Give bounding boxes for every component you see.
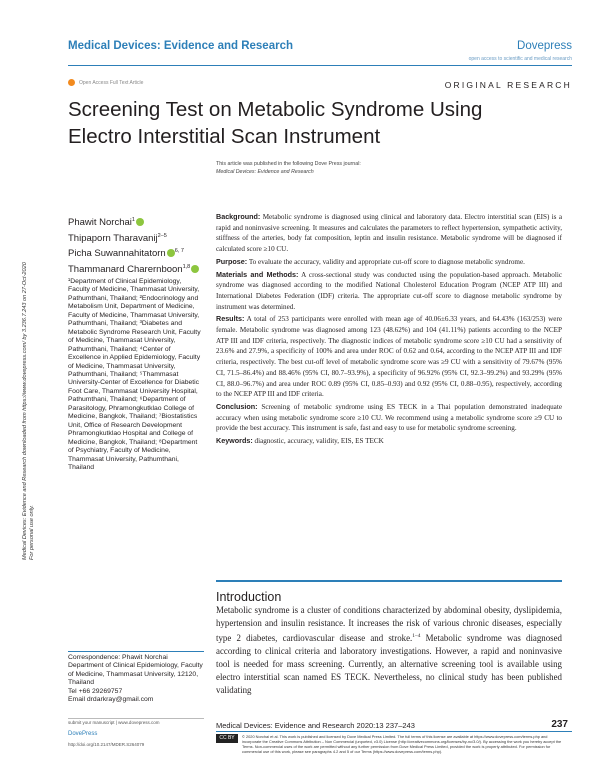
page-number: 237 [551, 719, 568, 730]
abstract-conclusion-label: Conclusion: [216, 401, 258, 411]
abstract-conclusion-text: Screening of metabolic syndrome using ES TECK in a Thai population demonstrated inadequate accuracy when using metabolic syndrome score ≥10 CU. We recommend using a metabolic syndrome score ≥9 CU to provide the best accuracy. This instrument is safe, fast and easy to use for metabolic syndrome screening. [216, 402, 562, 433]
correspondence-rule [68, 651, 204, 652]
abstract-background-text: Metabolic syndrome is diagnosed using clinical and laboratory data. Electro interstitial scan (EIS) is a rapid and noninvasive screening. It measures and calculates the parameters to reflect hypertension, sympathetic activity, stiffness of the arteries, body fat composition, leptin and insulin resistance. Metabolic syndrome will be diagnosed if calculated score ≥10 CU. [216, 213, 562, 254]
orcid-icon[interactable] [136, 218, 144, 226]
abstract-keywords-label: Keywords: [216, 436, 253, 446]
orcid-icon[interactable] [167, 249, 175, 257]
abstract-results [216, 314, 562, 400]
creative-commons-icon[interactable]: CC BY NC [216, 734, 238, 743]
author [68, 214, 199, 230]
doi-link[interactable]: http://doi.org/10.2147/MDER.S264079 [68, 742, 145, 747]
introduction-paragraph: Metabolic syndrome is a cluster of conditions characterized by abdominal obesity, dyslipidemia, hypertension and insulin resistance. It increases the risk of various chronic diseases, especially type 2 diabetes, cardiovascular disease and stroke. [216, 605, 562, 643]
author-affiliation-ref: 1,8 [182, 263, 191, 270]
abstract-methods-text: A cross-sectional study was conducted using the population-based approach. Metabolic syndrome was diagnosed according to the modified National Cholesterol Education Program (NCEP ATP III) and International Diabetes Federation (IDF) criteria. The appropriate cut-off score to diagnose metabolic syndrome by instrument was determined. [216, 270, 562, 311]
open-access-icon [68, 79, 75, 86]
introduction-text [216, 604, 562, 697]
publisher-logo[interactable]: Dovepress [517, 40, 572, 52]
footer-rule-right [216, 731, 572, 732]
correspondence-author: Correspondence: Phawit Norchai [68, 654, 168, 661]
article-type: ORIGINAL RESEARCH [444, 80, 572, 90]
abstract-keywords [216, 436, 562, 447]
introduction-heading: Introduction [216, 590, 282, 604]
abstract-purpose-label: Purpose: [216, 256, 248, 266]
abstract-purpose [216, 257, 562, 268]
abstract-rule [216, 580, 562, 582]
footer-rule-left [68, 718, 204, 719]
citation-link[interactable]: 1–4 [412, 633, 421, 639]
abstract-methods [216, 270, 562, 313]
abstract-background-label: Background: [216, 212, 261, 221]
author [68, 261, 199, 277]
publication-note-line2: Medical Devices: Evidence and Research [216, 169, 314, 175]
license [216, 734, 566, 754]
abstract-results-text: A total of 253 participants were enrolled with mean age of 40.06±6.33 years, and 64.43% (163/253) were female. Metabolic syndrome was diagnosed among 123 (48.62%) and 104 (41.11%) patients according to the NCEP ATP III and IDF criteria, respectively. The diagnostic indices of metabolic syndrome score ≥10 CU had a sensitivity of 23.6% and 27.9%, a specificity of 100% and area under ROC of 0.62 and 0.64, according to the NCEP ATP III and IDF criteria, respectively. The best cut-off level of metabolic syndrome score was ≥9 CU with a sensitivity of 79.67% (95% CI, 71.5–86.4%) and 88.46% (95% CI, 80.7–93.9%), a specificity of 96.92% (95% CI, 92.3–99.2%) and 93.29% (95% CI, 88.0–96.7%) and area under ROC 0.89 (95% CI, 0.85–0.93) and 0.92 (95% CI, 0.88–0.95), respectively, according to the NCEP ATP III and IDF criteria. [216, 315, 562, 399]
header-rule [68, 65, 572, 66]
open-access-label [68, 79, 143, 86]
correspondence [68, 654, 208, 705]
dovepress-logo[interactable]: DovePress [68, 731, 98, 737]
correspondence-address: Department of Clinical Epidemiology, Faculty of Medicine, Thammasat University, 12120, Thailand [68, 662, 203, 687]
author-name: Thipaporn Tharavanij [68, 232, 158, 244]
correspondence-tel: Tel +66 29269757 [68, 687, 123, 695]
author [68, 245, 199, 261]
abstract-keywords-text: diagnostic, accuracy, validity, EIS, ES TECK [254, 437, 384, 446]
abstract-background [216, 212, 562, 255]
abstract-results-label: Results: [216, 314, 245, 324]
correspondence-email[interactable]: Email drdarkray@gmail.com [68, 696, 154, 704]
download-watermark-line1: Medical Devices: Evidence and Research downloaded from https://www.dovepress.com/ by 3.236.7.243 on 27-Oct-2020 [22, 262, 28, 560]
abstract-conclusion [216, 402, 562, 434]
abstract-methods-label: Materials and Methods: [216, 269, 299, 279]
open-access-text: Open Access Full Text Article [79, 79, 144, 86]
journal-name: Medical Devices: Evidence and Research [68, 40, 293, 52]
publication-note [216, 160, 361, 176]
author-name: Thammanard Charernboon [68, 263, 183, 275]
author-list [68, 214, 199, 276]
article-title: Screening Test on Metabolic Syndrome Using Electro Interstitial Scan Instrument [68, 98, 483, 148]
download-watermark-line2: For personal use only. [29, 505, 35, 560]
license-text: © 2020 Norchai et al. This work is published and licensed by Dove Medical Press Limited. The full terms of this license are available at https://www.dovepress.com/terms.php and incorporate the Creative Commons Attribution – Non Commercial (unported, v3.0) License (http://creativecommons.org/licenses/by-nc/3.0/). By accessing the work you hereby accept the Terms. Non-commercial uses of the work are permitted without any further permission from Dove Medical Press Limited, provided the work is properly attributed. For permission for commercial use of this work, please see paragraphs 4.2 and 5 of our Terms (https://www.dovepress.com/terms.php). [242, 734, 562, 755]
author-affiliation-ref: 6, 7 [174, 248, 184, 255]
abstract-purpose-text: To evaluate the accuracy, validity and appropriate cut-off score to diagnose metabolic syndrome. [248, 257, 525, 266]
introduction-paragraph: Metabolic syndrome was diagnosed according to clinical criteria and laboratory investigations. However, a rapid and noninvasive tool is needed for mass screening. Currently, an alternative screening tool is available using electro interstitial scan named ES TECK. Nevertheless, no clinical study has been published validating [216, 632, 562, 695]
abstract [216, 212, 562, 449]
author [68, 230, 199, 246]
orcid-icon[interactable] [191, 265, 199, 273]
submit-link[interactable]: submit your manuscript | www.dovepress.com [68, 720, 160, 725]
affiliations: ¹Department of Clinical Epidemiology, Faculty of Medicine, Thammasat University, Pathumthani, Thailand; ²Endocrinology and Metabolism Unit, Department of Medicine, Faculty of Medicine, Thammasat University, Pathumthani, Thailand; ³Diabetes and Metabolic Syndrome Research Unit, Faculty of Medicine, Thammasat University, Pathumthani, Thailand; ⁴Center of Excellence in Applied Epidemiology, Faculty of Medicine, Thammasat University, Pathumthani, Thailand; ⁵Thammasat University-Center of Excellence for Diabetic Foot Care, Thammasat University Hospital, Pathumthani, Thailand; ⁶Department of Parasitology, Phramongkutklao College of Medicine, Bangkok, Thailand; ⁷Biostatistics Unit, Office of Research Development Phramongkutklao Hospital and College of Medicine, Bangkok, Thailand; ⁸Department of Psychiatry, Faculty of Medicine, Thammasat University, Pathumthani, Thailand [68, 278, 201, 471]
author-affiliation-ref: 1 [131, 217, 135, 223]
publication-note-line1: This article was published in the following Dove Press journal: [216, 161, 361, 167]
author-affiliation-ref: 2–5 [157, 232, 167, 239]
download-watermark [22, 140, 34, 560]
footer-journal: Medical Devices: Evidence and Research 2020:13 237–243 [216, 721, 415, 730]
author-name: Picha Suwannahitatorn [68, 248, 166, 260]
author-name: Phawit Norchai [68, 217, 132, 229]
publisher-tagline: open access to scientific and medical research [468, 56, 572, 62]
